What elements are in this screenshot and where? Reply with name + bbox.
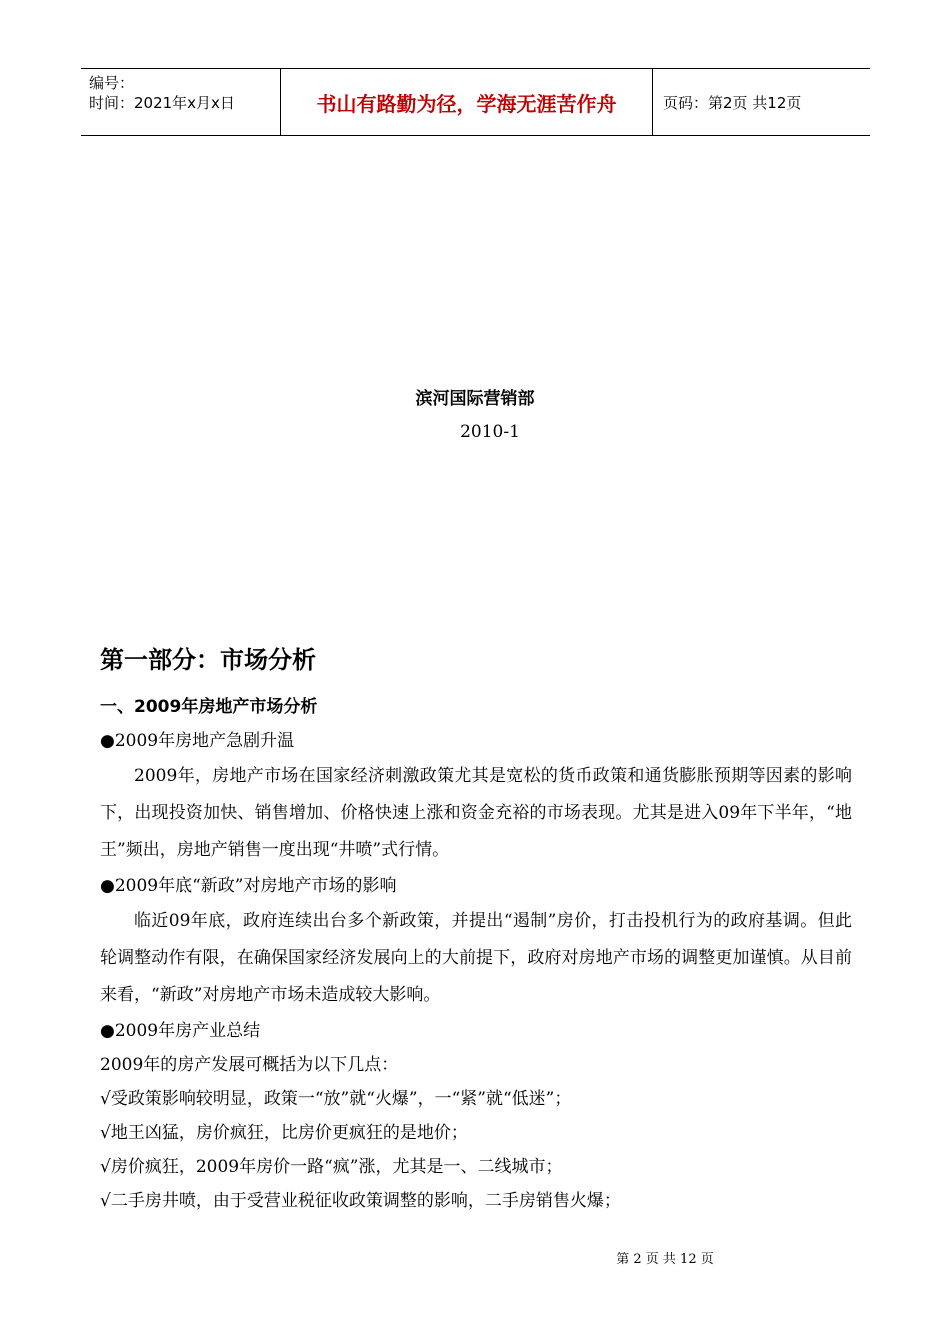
- check-item: √二手房井喷，由于受营业税征收政策调整的影响，二手房销售火爆；: [100, 1191, 621, 1211]
- check-item: √房价疯狂，2009年房价一路“疯”涨，尤其是一、二线城市；: [100, 1157, 563, 1177]
- bullet-heading-1: ●2009年房地产急剧升温: [100, 731, 295, 751]
- bullet-heading-2: ●2009年底“新政”对房地产市场的影响: [100, 876, 397, 896]
- time-label: 时间：2021年x月x日: [89, 94, 235, 112]
- page-code-cell: [653, 69, 870, 135]
- page-code-text: 页码：第2页 共12页: [663, 93, 802, 112]
- motto-cell: [281, 69, 653, 135]
- bullet-heading-3: ●2009年房产业总结: [100, 1021, 261, 1041]
- page-footer: 第 2 页 共 12 页: [616, 1252, 714, 1267]
- paragraph-1: 2009年，房地产市场在国家经济刺激政策尤其是宽松的货币政策和通货膨胀预期等因素的影响下，出现投资加快、销售增加、价格快速上涨和资金充裕的市场表现。尤其是进入09年下半年，“地王”频出，房地产销售一度出现“井喷”式行情。: [100, 766, 852, 860]
- number-label: 编号：: [89, 74, 135, 92]
- paragraph-2: 临近09年底，政府连续出台多个新政策，并提出“遏制”房价，打击投机行为的政府基调。但此轮调整动作有限，在确保国家经济发展向上的大前提下，政府对房地产市场的调整更加谨慎。从目前来看，“新政”对房地产市场未造成较大影响。: [100, 911, 852, 1005]
- check-item: √地王凶猛，房价疯狂，比房价更疯狂的是地价；: [100, 1123, 468, 1143]
- header-meta-cell: [81, 69, 281, 135]
- part-title: 第一部分：市场分析: [100, 646, 316, 674]
- section-title: 一、2009年房地产市场分析: [100, 697, 318, 717]
- check-item: √受政策影响较明显，政策一“放”就“火爆”，一“紧”就“低迷”；: [100, 1089, 572, 1109]
- cover-organization: 滨河国际营销部: [415, 389, 535, 409]
- motto-text: 书山有路勤为径，学海无涯苦作舟: [316, 91, 617, 116]
- cover-date: 2010-1: [460, 422, 520, 442]
- document-body: [100, 640, 852, 1218]
- header-table: [81, 68, 870, 136]
- summary-intro: 2009年的房产发展可概括为以下几点：: [100, 1055, 399, 1075]
